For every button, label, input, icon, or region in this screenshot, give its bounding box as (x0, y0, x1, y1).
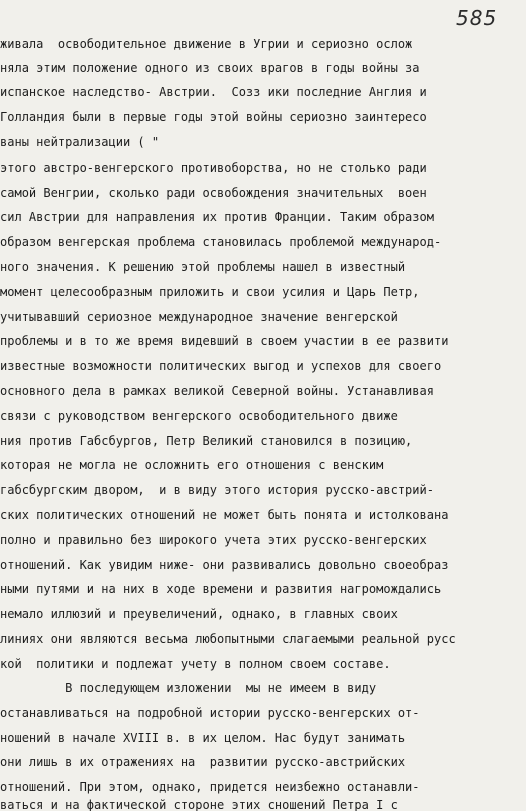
text-line: немало иллюзий и преувеличений, однако, в главных своих (0, 606, 398, 621)
text-line: испанское наследство- Австрии. Созз ики последние Англия и (0, 84, 427, 99)
text-line: останавливаться на подробной истории русско-венгерских от- (0, 705, 420, 720)
text-line: габсбургским двором, и в виду этого история русско-австрий- (0, 482, 434, 497)
text-line: ными путями и на них в ходе времени и развития нагромождались (0, 581, 442, 596)
text-line: живала освободительное движение в Угрии и сериозно ослож (0, 36, 413, 51)
text-line: учитывавший сериозное международное значение венгерской (0, 309, 398, 324)
text-line: которая не могла не осложнить его отношения с венским (0, 457, 384, 472)
text-line: ских политических отношений не может быть понята и истолкована (0, 507, 449, 522)
text-line: кой политики и подлежат учету в полном своем составе. (0, 656, 391, 671)
text-line: ного значения. К решению этой проблемы нашел в известный (0, 259, 406, 274)
text-line: они лишь в их отражениях на развитии русско-австрийских (0, 754, 406, 769)
text-line: основного дела в рамках великой Северной войны. Устанавливая (0, 383, 434, 398)
text-line: ния против Габсбургов, Петр Великий становился в позицию, (0, 433, 413, 448)
text-line: момент целесообразным приложить и свои усилия и Царь Петр, (0, 284, 420, 299)
text-line: известные возможности политических выгод и успехов для своего (0, 358, 442, 373)
text-line: этого австро-венгерского противоборства, но не столько ради (0, 160, 427, 175)
text-line: образом венгерская проблема становилась проблемой международ- (0, 234, 442, 249)
text-line: отношений. Как увидим ниже- они развивались довольно своеобраз (0, 557, 449, 572)
text-line: связи с руководством венгерского освободительного движе (0, 408, 398, 423)
text-line: самой Венгрии, сколько ради освобождения значительных воен (0, 185, 427, 200)
text-line: В последующем изложении мы не имеем в виду (0, 680, 377, 695)
text-line: проблемы и в то же время видевший в своем участии в ее развити (0, 333, 449, 348)
text-line: ношений в начале XVIII в. в их целом. Нас будут занимать (0, 730, 406, 745)
text-line: полно и правильно без широкого учета этих русско-венгерских (0, 532, 427, 547)
text-line: Голландия были в первые годы этой войны сериозно заинтересо (0, 109, 427, 124)
text-line: няла этим положение одного из своих врагов в годы войны за (0, 60, 420, 75)
text-line: отношений. При этом, однако, придется неизбежно останавли- (0, 779, 420, 794)
text-line: ваны нейтрализации ( " (0, 134, 160, 149)
page-number: 585 (456, 6, 498, 30)
text-line: сил Австрии для направления их против Франции. Таким образом (0, 209, 434, 224)
text-line: ваться и на фактической стороне этих сношений Петра I с (0, 797, 398, 811)
text-line: линиях они являются весьма любопытными слагаемыми реальной русс (0, 631, 456, 646)
